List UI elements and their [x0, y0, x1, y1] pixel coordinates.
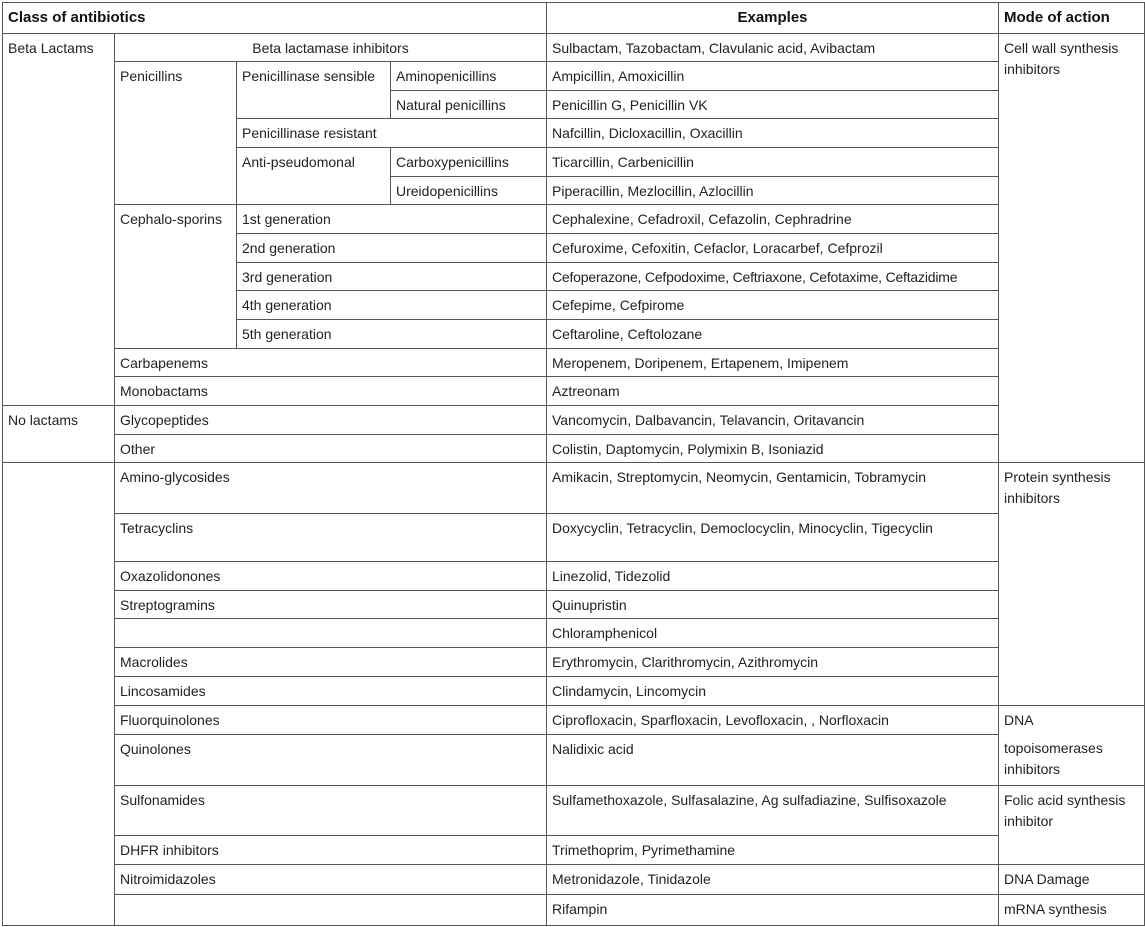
examples-cell: Ciprofloxacin, Sparfloxacin, Levofloxacin, , Norfloxacin [546, 705, 998, 734]
group-penicillins: Penicillins [114, 61, 236, 204]
mode-cell-wall: Cell wall synthesis inhibitors [998, 33, 1144, 462]
row-label: Penicillinase resistant [236, 118, 546, 147]
row-label: Beta lactamase inhibitors [114, 33, 546, 61]
row-label: DHFR inhibitors [114, 835, 546, 864]
row-label: Amino-glycosides [114, 462, 546, 513]
examples-cell: Colistin, Daptomycin, Polymixin B, Isoniazid [546, 434, 998, 462]
examples-cell: Nafcillin, Dicloxacillin, Oxacillin [546, 118, 998, 147]
row-label [114, 894, 546, 926]
row-label: Macrolides [114, 647, 546, 676]
row-label: Other [114, 434, 546, 462]
group-anti-pseudomonal: Anti-pseudomonal [236, 147, 390, 204]
group-blank [2, 462, 114, 926]
examples-cell: Nalidixic acid [546, 734, 998, 785]
examples-cell: Quinupristin [546, 590, 998, 618]
examples-cell: Sulfamethoxazole, Sulfasalazine, Ag sulfadiazine, Sulfisoxazole [546, 785, 998, 835]
examples-cell: Chloramphenicol [546, 618, 998, 647]
examples-cell: Cefepime, Cefpirome [546, 290, 998, 319]
row-label: Quinolones [114, 734, 546, 785]
examples-cell: Ampicillin, Amoxicillin [546, 61, 998, 90]
examples-cell: Rifampin [546, 894, 998, 926]
header-mode: Mode of action [998, 2, 1144, 33]
group-beta-lactams: Beta Lactams [2, 33, 114, 405]
examples-cell: Cephalexine, Cefadroxil, Cefazolin, Cephradrine [546, 204, 998, 233]
group-penicillinase-sensible: Penicillinase sensible [236, 61, 390, 118]
examples-cell: Clindamycin, Lincomycin [546, 676, 998, 705]
mode-line: DNA [1004, 712, 1034, 728]
examples-cell: Cefoperazone, Cefpodoxime, Ceftriaxone, Cefotaxime, Ceftazidime [546, 262, 998, 290]
examples-cell: Erythromycin, Clarithromycin, Azithromycin [546, 647, 998, 676]
row-label: Nitroimidazoles [114, 864, 546, 894]
row-label: Ureidopenicillins [390, 176, 546, 204]
mode-dna-topoisomerases [998, 705, 1144, 785]
row-label: Lincosamides [114, 676, 546, 705]
row-label: Monobactams [114, 376, 546, 405]
group-no-lactams: No lactams [2, 405, 114, 462]
examples-cell: Amikacin, Streptomycin, Neomycin, Gentamicin, Tobramycin [546, 462, 998, 513]
header-examples: Examples [546, 2, 998, 33]
examples-cell: Meropenem, Doripenem, Ertapenem, Imipenem [546, 348, 998, 376]
group-cephalosporins: Cephalo-sporins [114, 204, 236, 348]
table-border-bottom [2, 925, 1145, 926]
row-label: 1st generation [236, 204, 546, 233]
examples-cell: Vancomycin, Dalbavancin, Telavancin, Oritavancin [546, 405, 998, 434]
examples-cell: Metronidazole, Tinidazole [546, 864, 998, 894]
mode-folic-acid: Folic acid synthesis inhibitor [998, 785, 1144, 864]
examples-cell: Aztreonam [546, 376, 998, 405]
row-label [114, 618, 546, 647]
row-label: 4th generation [236, 290, 546, 319]
row-label: Sulfonamides [114, 785, 546, 835]
row-label: 2nd generation [236, 233, 546, 262]
examples-cell: Ceftaroline, Ceftolozane [546, 319, 998, 348]
row-label: Carboxypenicillins [390, 147, 546, 176]
row-label: 3rd generation [236, 262, 546, 290]
row-label: Streptogramins [114, 590, 546, 618]
row-label: Fluorquinolones [114, 705, 546, 734]
row-label: 5th generation [236, 319, 546, 348]
row-label: Oxazolidonones [114, 561, 546, 590]
row-label: Tetracyclins [114, 513, 546, 561]
row-label: Aminopenicillins [390, 61, 546, 90]
mode-line: topoisomerases inhibitors [1004, 740, 1103, 777]
row-label: Natural penicillins [390, 90, 546, 118]
mode-mrna: mRNA synthesis [998, 894, 1144, 926]
examples-cell: Penicillin G, Penicillin VK [546, 90, 998, 118]
examples-cell: Cefuroxime, Cefoxitin, Cefaclor, Loracarbef, Cefprozil [546, 233, 998, 262]
examples-cell: Doxycyclin, Tetracyclin, Democlocyclin, Minocyclin, Tigecyclin [546, 513, 998, 561]
mode-protein: Protein synthesis inhibitors [998, 462, 1144, 705]
header-class: Class of antibiotics [2, 2, 546, 33]
row-label: Carbapenems [114, 348, 546, 376]
examples-cell: Ticarcillin, Carbenicillin [546, 147, 998, 176]
row-label: Glycopeptides [114, 405, 546, 434]
examples-cell: Linezolid, Tidezolid [546, 561, 998, 590]
examples-cell: Sulbactam, Tazobactam, Clavulanic acid, Avibactam [546, 33, 998, 61]
examples-cell: Trimethoprim, Pyrimethamine [546, 835, 998, 864]
examples-cell: Piperacillin, Mezlocillin, Azlocillin [546, 176, 998, 204]
mode-dna-damage: DNA Damage [998, 864, 1144, 894]
